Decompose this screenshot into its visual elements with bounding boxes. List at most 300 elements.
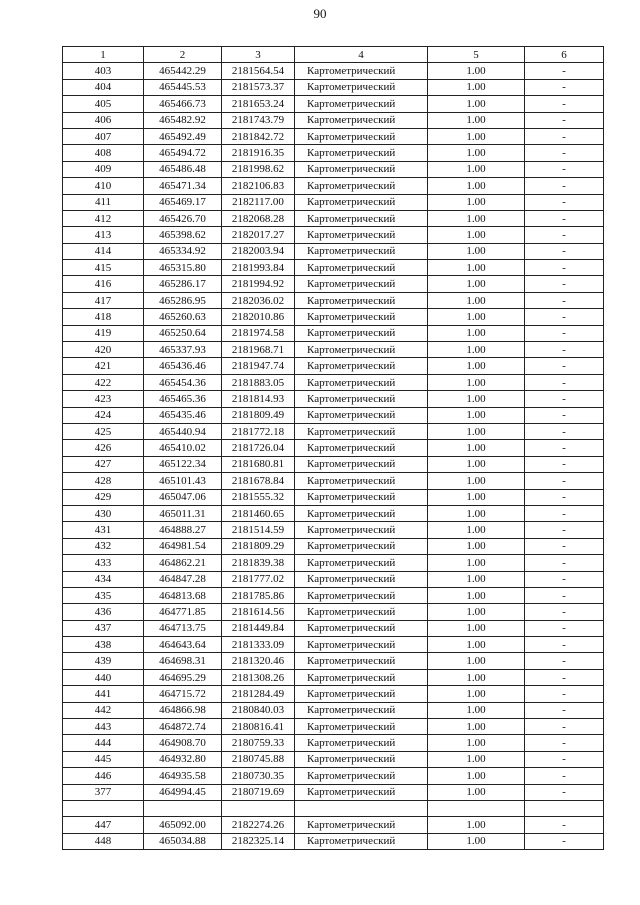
table-cell: 465442.29 — [144, 63, 222, 79]
table-cell: - — [525, 686, 604, 702]
table-cell: 417 — [63, 292, 144, 308]
table-row — [63, 423, 604, 439]
table-row — [63, 833, 604, 849]
table-cell: 412 — [63, 210, 144, 226]
table-cell: 1.00 — [428, 555, 525, 571]
table-cell: - — [525, 604, 604, 620]
table-cell: 423 — [63, 391, 144, 407]
table-cell: 2181320.46 — [222, 653, 295, 669]
table-cell: 1.00 — [428, 260, 525, 276]
table-cell: 2181308.26 — [222, 669, 295, 685]
table-cell: 435 — [63, 587, 144, 603]
table-cell: - — [525, 407, 604, 423]
table-cell: Картометрический — [295, 145, 428, 161]
table-cell: 410 — [63, 178, 144, 194]
table-cell: 465440.94 — [144, 423, 222, 439]
table-row — [63, 292, 604, 308]
table-row — [63, 128, 604, 144]
table-cell: 421 — [63, 358, 144, 374]
table-cell: - — [525, 374, 604, 390]
table-cell: 2181814.93 — [222, 391, 295, 407]
column-header: 3 — [222, 47, 295, 63]
table-row — [63, 555, 604, 571]
table-cell: Картометрический — [295, 538, 428, 554]
table-cell: 2180745.88 — [222, 751, 295, 767]
table-row — [63, 194, 604, 210]
table-cell: 1.00 — [428, 637, 525, 653]
table-cell: Картометрический — [295, 702, 428, 718]
table-cell: - — [525, 128, 604, 144]
table-cell: 1.00 — [428, 686, 525, 702]
table-cell: 465334.92 — [144, 243, 222, 259]
table-cell: 465260.63 — [144, 309, 222, 325]
table-row — [63, 571, 604, 587]
table-cell: - — [525, 653, 604, 669]
table-cell: 414 — [63, 243, 144, 259]
table-cell: - — [525, 325, 604, 341]
table-cell: - — [525, 79, 604, 95]
table-cell: 464698.31 — [144, 653, 222, 669]
table-cell: 465492.49 — [144, 128, 222, 144]
table-cell: - — [525, 96, 604, 112]
table-cell: - — [525, 342, 604, 358]
table-cell: 2181809.49 — [222, 407, 295, 423]
table-cell: 465286.95 — [144, 292, 222, 308]
table-cell: - — [525, 358, 604, 374]
table-cell: Картометрический — [295, 407, 428, 423]
table-cell: 1.00 — [428, 473, 525, 489]
table-cell: 1.00 — [428, 374, 525, 390]
table-cell: 2182117.00 — [222, 194, 295, 210]
table-cell: 433 — [63, 555, 144, 571]
table-cell: 2181555.32 — [222, 489, 295, 505]
table-cell: 1.00 — [428, 145, 525, 161]
table-cell: - — [525, 276, 604, 292]
table-cell: 465337.93 — [144, 342, 222, 358]
table-cell: 465410.02 — [144, 440, 222, 456]
table-row — [63, 751, 604, 767]
table-cell: 2181993.84 — [222, 260, 295, 276]
table-cell: - — [525, 178, 604, 194]
table-cell: 2180719.69 — [222, 784, 295, 800]
table-cell: Картометрический — [295, 833, 428, 849]
table-row — [63, 702, 604, 718]
table-cell: 2181743.79 — [222, 112, 295, 128]
table-cell: 1.00 — [428, 719, 525, 735]
table-row — [63, 325, 604, 341]
table-cell: 2181726.04 — [222, 440, 295, 456]
column-header: 4 — [295, 47, 428, 63]
table-cell: 464715.72 — [144, 686, 222, 702]
table-cell: Картометрический — [295, 276, 428, 292]
table-cell: 1.00 — [428, 817, 525, 833]
table-cell: 1.00 — [428, 391, 525, 407]
table-cell: Картометрический — [295, 604, 428, 620]
table-cell: 2182003.94 — [222, 243, 295, 259]
table-cell: Картометрический — [295, 112, 428, 128]
table-cell: 419 — [63, 325, 144, 341]
table-cell: - — [525, 227, 604, 243]
table-cell: - — [525, 292, 604, 308]
table-cell: Картометрический — [295, 653, 428, 669]
table-cell: 445 — [63, 751, 144, 767]
table-cell: 446 — [63, 768, 144, 784]
table-row — [63, 653, 604, 669]
table-cell: 2181974.58 — [222, 325, 295, 341]
table-row — [63, 260, 604, 276]
table-cell: 1.00 — [428, 309, 525, 325]
table-cell: 465286.17 — [144, 276, 222, 292]
table-cell: 2181333.09 — [222, 637, 295, 653]
table-cell: Картометрический — [295, 768, 428, 784]
table-cell: Картометрический — [295, 817, 428, 833]
table-cell: 464908.70 — [144, 735, 222, 751]
table-cell: 2181916.35 — [222, 145, 295, 161]
table-cell: Картометрический — [295, 784, 428, 800]
table-cell: Картометрический — [295, 473, 428, 489]
table-row — [63, 686, 604, 702]
table-cell: Картометрический — [295, 489, 428, 505]
table-cell: 2181839.38 — [222, 555, 295, 571]
table-cell: 2181809.29 — [222, 538, 295, 554]
table-cell: - — [525, 112, 604, 128]
table-cell: 2181449.84 — [222, 620, 295, 636]
table-row — [63, 538, 604, 554]
table-cell: Картометрический — [295, 194, 428, 210]
table-cell: 408 — [63, 145, 144, 161]
table-cell: - — [525, 161, 604, 177]
table-cell: 465398.62 — [144, 227, 222, 243]
table-row — [63, 161, 604, 177]
table-cell: 2181460.65 — [222, 505, 295, 521]
table-cell: 464862.21 — [144, 555, 222, 571]
table-cell: 465011.31 — [144, 505, 222, 521]
table-cell: 1.00 — [428, 653, 525, 669]
table-cell: Картометрический — [295, 686, 428, 702]
table-cell: Картометрический — [295, 440, 428, 456]
table-row — [63, 817, 604, 833]
table-cell — [525, 800, 604, 816]
table-cell: 428 — [63, 473, 144, 489]
table-cell: 1.00 — [428, 210, 525, 226]
table-row — [63, 620, 604, 636]
table-cell: 465101.43 — [144, 473, 222, 489]
table-cell: - — [525, 63, 604, 79]
table-cell: - — [525, 735, 604, 751]
table-cell: 1.00 — [428, 784, 525, 800]
table-cell: 438 — [63, 637, 144, 653]
table-cell: - — [525, 391, 604, 407]
table-cell: - — [525, 538, 604, 554]
table-cell: Картометрический — [295, 227, 428, 243]
table-cell: - — [525, 260, 604, 276]
table-cell: 465465.36 — [144, 391, 222, 407]
table-cell: 440 — [63, 669, 144, 685]
table-cell: 2181573.37 — [222, 79, 295, 95]
table-cell: - — [525, 620, 604, 636]
table-cell: 2181678.84 — [222, 473, 295, 489]
table-cell: 1.00 — [428, 620, 525, 636]
table-cell: 2182036.02 — [222, 292, 295, 308]
table-cell — [144, 800, 222, 816]
table-cell: Картометрический — [295, 210, 428, 226]
table-cell: Картометрический — [295, 161, 428, 177]
table-cell: 430 — [63, 505, 144, 521]
table-cell: Картометрический — [295, 63, 428, 79]
table-cell: 2181777.02 — [222, 571, 295, 587]
table-cell: 1.00 — [428, 178, 525, 194]
table-row — [63, 505, 604, 521]
table-cell: 1.00 — [428, 128, 525, 144]
table-row — [63, 522, 604, 538]
table-cell: 2181614.56 — [222, 604, 295, 620]
table-cell — [428, 800, 525, 816]
table-cell: 465466.73 — [144, 96, 222, 112]
table-row — [63, 604, 604, 620]
table-cell: 464872.74 — [144, 719, 222, 735]
table-cell: 416 — [63, 276, 144, 292]
table-cell: - — [525, 669, 604, 685]
table-cell: 1.00 — [428, 161, 525, 177]
table-row — [63, 309, 604, 325]
table-cell: 1.00 — [428, 571, 525, 587]
table-cell — [63, 800, 144, 816]
table-cell: 1.00 — [428, 505, 525, 521]
column-header: 2 — [144, 47, 222, 63]
table-cell: 420 — [63, 342, 144, 358]
table-row — [63, 719, 604, 735]
table-cell: 1.00 — [428, 522, 525, 538]
table-cell: 465315.80 — [144, 260, 222, 276]
table-row — [63, 669, 604, 685]
table-cell: 2182068.28 — [222, 210, 295, 226]
table-cell: 1.00 — [428, 768, 525, 784]
table-cell: 431 — [63, 522, 144, 538]
table-cell: 427 — [63, 456, 144, 472]
table-cell: 406 — [63, 112, 144, 128]
table-cell: 1.00 — [428, 342, 525, 358]
table-cell: Картометрический — [295, 719, 428, 735]
table-cell: 409 — [63, 161, 144, 177]
table-cell: 1.00 — [428, 489, 525, 505]
table-cell: 2182106.83 — [222, 178, 295, 194]
table-cell: 1.00 — [428, 358, 525, 374]
table-row — [63, 63, 604, 79]
table-cell: 2182017.27 — [222, 227, 295, 243]
table-row — [63, 112, 604, 128]
table-cell: 2181994.92 — [222, 276, 295, 292]
table-cell: 411 — [63, 194, 144, 210]
table-cell: Картометрический — [295, 637, 428, 653]
table-cell: - — [525, 440, 604, 456]
table-cell: - — [525, 505, 604, 521]
table-cell: - — [525, 309, 604, 325]
table-cell: 2180816.41 — [222, 719, 295, 735]
table-cell: 442 — [63, 702, 144, 718]
table-cell: 443 — [63, 719, 144, 735]
table-cell: - — [525, 555, 604, 571]
table-cell: 1.00 — [428, 194, 525, 210]
table-row — [63, 440, 604, 456]
table-cell: 464981.54 — [144, 538, 222, 554]
table-cell: 464888.27 — [144, 522, 222, 538]
table-cell: 437 — [63, 620, 144, 636]
table-cell: 1.00 — [428, 702, 525, 718]
table-cell: - — [525, 210, 604, 226]
column-header: 1 — [63, 47, 144, 63]
table-cell: 2181947.74 — [222, 358, 295, 374]
table-cell: Картометрический — [295, 325, 428, 341]
table-row — [63, 210, 604, 226]
table-cell: 464994.45 — [144, 784, 222, 800]
table-cell: 422 — [63, 374, 144, 390]
table-cell: 403 — [63, 63, 144, 79]
table-cell: 415 — [63, 260, 144, 276]
table-cell: 2181998.62 — [222, 161, 295, 177]
table-cell: 2180730.35 — [222, 768, 295, 784]
table-cell: - — [525, 145, 604, 161]
table-cell: - — [525, 784, 604, 800]
table-row — [63, 587, 604, 603]
table-cell: 1.00 — [428, 751, 525, 767]
table-cell — [222, 800, 295, 816]
table-cell: 1.00 — [428, 407, 525, 423]
table-cell: 418 — [63, 309, 144, 325]
table-cell: 439 — [63, 653, 144, 669]
table-row — [63, 79, 604, 95]
table-cell: 465469.17 — [144, 194, 222, 210]
table-cell: 2182010.86 — [222, 309, 295, 325]
table-cell: 404 — [63, 79, 144, 95]
table-row — [63, 456, 604, 472]
table-row — [63, 96, 604, 112]
table-cell: - — [525, 571, 604, 587]
table-cell: 464813.68 — [144, 587, 222, 603]
table-cell: Картометрический — [295, 735, 428, 751]
table-cell: - — [525, 702, 604, 718]
table-cell: 1.00 — [428, 79, 525, 95]
table-cell: 407 — [63, 128, 144, 144]
table-cell: Картометрический — [295, 456, 428, 472]
table-cell: 1.00 — [428, 604, 525, 620]
table-cell: Картометрический — [295, 374, 428, 390]
table-cell: 465454.36 — [144, 374, 222, 390]
table-cell: - — [525, 833, 604, 849]
table-cell: - — [525, 243, 604, 259]
table-cell: 1.00 — [428, 456, 525, 472]
table-cell: 429 — [63, 489, 144, 505]
table-cell: 2182274.26 — [222, 817, 295, 833]
table-cell: 413 — [63, 227, 144, 243]
table-cell: Картометрический — [295, 128, 428, 144]
table-cell: 465494.72 — [144, 145, 222, 161]
table-cell: 465250.64 — [144, 325, 222, 341]
table-cell: 2180759.33 — [222, 735, 295, 751]
table-cell: 464713.75 — [144, 620, 222, 636]
table-cell: 1.00 — [428, 735, 525, 751]
table-cell: 465426.70 — [144, 210, 222, 226]
table-cell: 1.00 — [428, 227, 525, 243]
table-cell: 464866.98 — [144, 702, 222, 718]
table-cell: 465445.53 — [144, 79, 222, 95]
table-cell: Картометрический — [295, 423, 428, 439]
table-row — [63, 178, 604, 194]
table-cell: 2181968.71 — [222, 342, 295, 358]
table-row — [63, 735, 604, 751]
table-cell: Картометрический — [295, 243, 428, 259]
table-cell: 2181680.81 — [222, 456, 295, 472]
table-cell: 465122.34 — [144, 456, 222, 472]
table-cell: - — [525, 194, 604, 210]
page-number: 90 — [313, 6, 327, 21]
table-cell: 1.00 — [428, 243, 525, 259]
table-row — [63, 227, 604, 243]
table-cell: - — [525, 456, 604, 472]
table-cell: 444 — [63, 735, 144, 751]
table-row — [63, 637, 604, 653]
table-cell: Картометрический — [295, 96, 428, 112]
table-cell: 2181772.18 — [222, 423, 295, 439]
table-cell: 464932.80 — [144, 751, 222, 767]
table-cell: 2181653.24 — [222, 96, 295, 112]
table-cell: 2182325.14 — [222, 833, 295, 849]
table-cell: 425 — [63, 423, 144, 439]
table-cell: 424 — [63, 407, 144, 423]
table-cell: Картометрический — [295, 505, 428, 521]
table-cell: 1.00 — [428, 325, 525, 341]
table-row — [63, 243, 604, 259]
table-cell — [295, 800, 428, 816]
table-cell: - — [525, 587, 604, 603]
table-cell: Картометрический — [295, 309, 428, 325]
table-row — [63, 342, 604, 358]
table-cell: 2181284.49 — [222, 686, 295, 702]
table-cell: 1.00 — [428, 96, 525, 112]
table-cell: 464847.28 — [144, 571, 222, 587]
table-cell: Картометрический — [295, 342, 428, 358]
table-body — [63, 63, 604, 850]
table-cell: Картометрический — [295, 79, 428, 95]
table-cell: Картометрический — [295, 522, 428, 538]
table-cell: 464771.85 — [144, 604, 222, 620]
table-cell: 1.00 — [428, 669, 525, 685]
table-cell: 1.00 — [428, 538, 525, 554]
table-row — [63, 800, 604, 816]
table-cell: - — [525, 817, 604, 833]
table-cell: 1.00 — [428, 112, 525, 128]
table-cell: 377 — [63, 784, 144, 800]
table-cell: - — [525, 522, 604, 538]
table-cell: Картометрический — [295, 292, 428, 308]
table-cell: 2181785.86 — [222, 587, 295, 603]
table-row — [63, 768, 604, 784]
table-cell: 2181564.54 — [222, 63, 295, 79]
table-cell: - — [525, 751, 604, 767]
table-cell: 436 — [63, 604, 144, 620]
table-row — [63, 145, 604, 161]
table-cell: 426 — [63, 440, 144, 456]
table-header-row — [63, 47, 604, 63]
table-cell: 465482.92 — [144, 112, 222, 128]
table-cell: 464935.58 — [144, 768, 222, 784]
table-cell: Картометрический — [295, 555, 428, 571]
column-header: 6 — [525, 47, 604, 63]
table-cell: 2181514.59 — [222, 522, 295, 538]
table-cell: 405 — [63, 96, 144, 112]
table-cell: 2180840.03 — [222, 702, 295, 718]
table-cell: - — [525, 423, 604, 439]
table-cell: - — [525, 637, 604, 653]
